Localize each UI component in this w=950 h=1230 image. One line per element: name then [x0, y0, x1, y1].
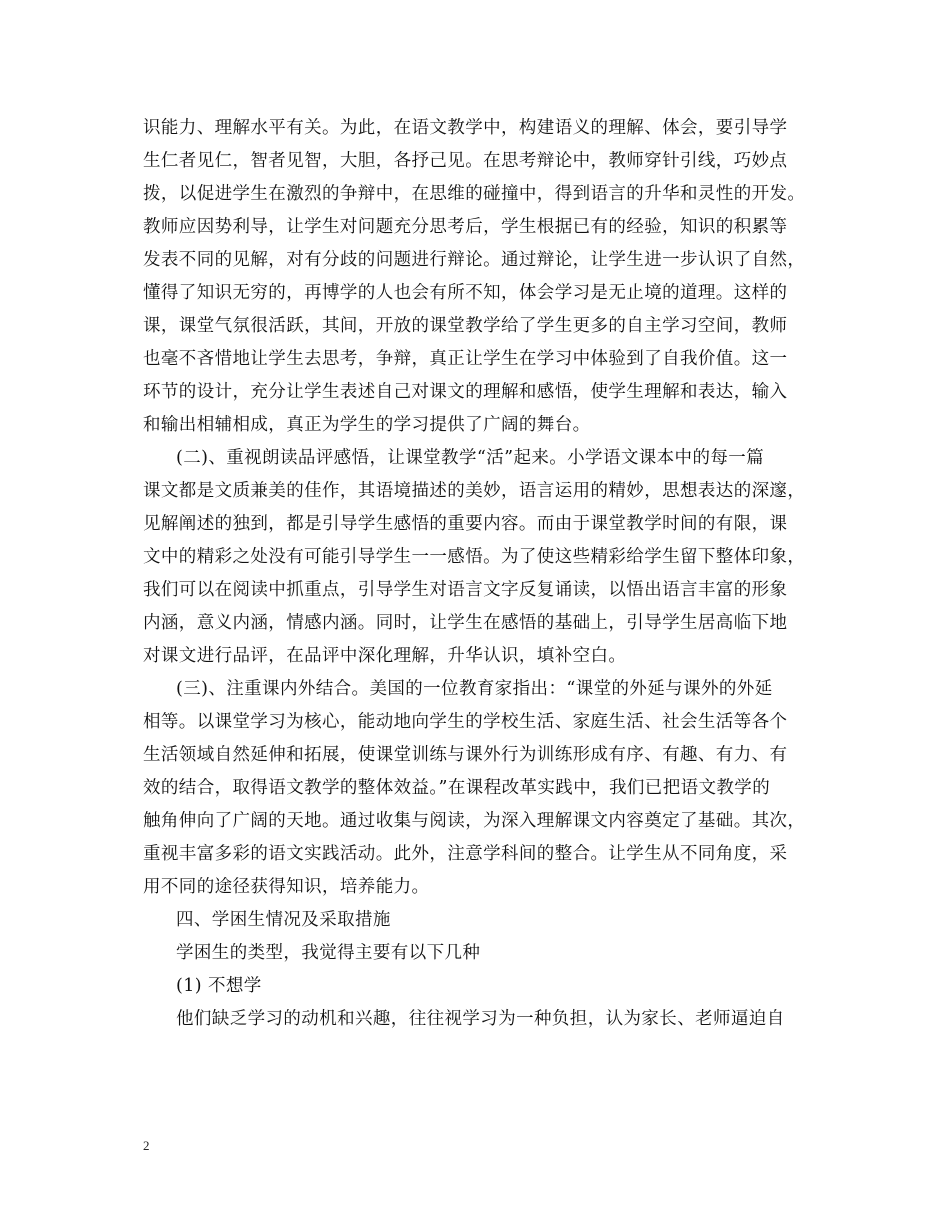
- text-line: 他们缺乏学习的动机和兴趣，往往视学习为一种负担，认为家长、老师逼迫自: [176, 1009, 785, 1029]
- text-line: 也毫不吝惜地让学生去思考，争辩，真正让学生在学习中体验到了自我价值。这一: [143, 349, 788, 369]
- text-line: 教师应因势利导，让学生对问题充分思考后，学生根据已有的经验，知识的积累等: [143, 217, 788, 237]
- text-line: (三)、注重课内外结合。美国的一位教育家指出：“课堂的外延与课外的外延: [176, 679, 773, 699]
- text-line: 我们可以在阅读中抓重点，引导学生对语言文字反复诵读，以悟出语言丰富的形象: [143, 580, 788, 600]
- text-line: 用不同的途径获得知识，培养能力。: [143, 877, 430, 897]
- text-line: 生仁者见仁，智者见智，大胆，各抒己见。在思考辩论中，教师穿针引线，巧妙点: [143, 151, 788, 171]
- text-line: 对课文进行品评，在品评中深化理解，升华认识，填补空白。: [143, 646, 627, 666]
- text-line: 发表不同的见解，对有分歧的问题进行辩论。通过辩论，让学生进一步认识了自然，: [143, 250, 806, 270]
- text-line: 效的结合，取得语文教学的整体效益。”在课程改革实践中，我们已把语文教学的: [143, 778, 771, 798]
- text-line: 四、学困生情况及采取措施: [176, 910, 391, 930]
- text-line: 生活领域自然延伸和拓展，使课堂训练与课外行为训练形成有序、有趣、有力、有: [143, 745, 788, 765]
- text-line: 拨，以促进学生在激烈的争辩中，在思维的碰撞中，得到语言的升华和灵性的开发。: [143, 184, 806, 204]
- text-line: 课文都是文质兼美的佳作，其语境描述的美妙，语言运用的精妙，思想表达的深邃，: [143, 481, 806, 501]
- text-line: 触角伸向了广阔的天地。通过收集与阅读，为深入理解课文内容奠定了基础。其次，: [143, 811, 806, 831]
- text-line: (二)、重视朗读品评感悟，让课堂教学“活”起来。小学语文课本中的每一篇: [176, 448, 765, 468]
- text-line: 环节的设计，充分让学生表述自己对课文的理解和感悟，使学生理解和表达，输入: [143, 382, 788, 402]
- text-line: 重视丰富多彩的语文实践活动。此外，注意学科间的整合。让学生从不同角度，采: [143, 844, 788, 864]
- text-line: 文中的精彩之处没有可能引导学生一一感悟。为了使这些精彩给学生留下整体印象，: [143, 547, 806, 567]
- body-text: [143, 112, 823, 1036]
- text-line: 课，课堂气氛很活跃，其间，开放的课堂教学给了学生更多的自主学习空间，教师: [143, 316, 788, 336]
- text-line: (1) 不想学: [176, 976, 262, 996]
- text-line: 学困生的类型，我觉得主要有以下几种: [176, 943, 481, 963]
- page-number: 2: [143, 1138, 150, 1153]
- text-line: 相等。以课堂学习为核心，能动地向学生的学校生活、家庭生活、社会生活等各个: [143, 712, 788, 732]
- text-line: 内涵，意义内涵，情感内涵。同时，让学生在感悟的基础上，引导学生居高临下地: [143, 613, 788, 633]
- text-line: 识能力、理解水平有关。为此，在语文教学中，构建语义的理解、体会，要引导学: [143, 118, 788, 138]
- text-line: 和输出相辅相成，真正为学生的学习提供了广阔的舞台。: [143, 415, 591, 435]
- text-line: 懂得了知识无穷的，再博学的人也会有所不知，体会学习是无止境的道理。这样的: [143, 283, 788, 303]
- text-line: 见解阐述的独到，都是引导学生感悟的重要内容。而由于课堂教学时间的有限，课: [143, 514, 788, 534]
